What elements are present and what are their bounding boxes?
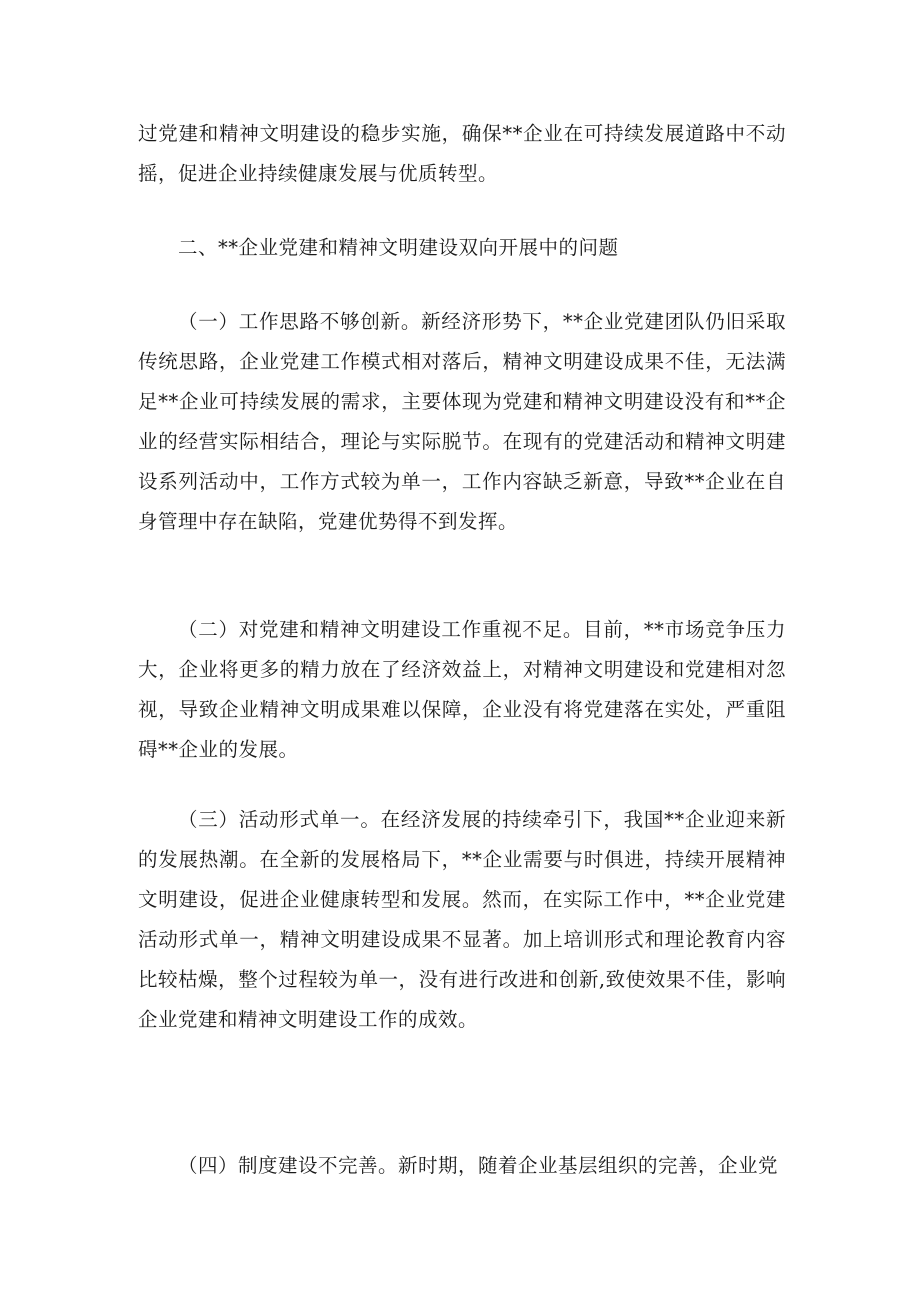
item-lead-4: （四）制度建设不完善。 [178, 1154, 399, 1177]
item-paragraph-2 [138, 610, 786, 770]
intro-paragraph: 过党建和精神文明建设的稳步实施，确保**企业在可持续发展道路中不动摇，促进企业持续健康发展与优质转型。 [138, 122, 786, 185]
item-lead-3: （三）活动形式单一。 [178, 808, 381, 831]
item-lead-2: （二）对党建和精神文明建设工作重视不足。 [178, 618, 584, 641]
item-paragraph-1 [138, 302, 786, 542]
item-lead-1: （一）工作思路不够创新。 [178, 310, 422, 333]
item-paragraph-3 [138, 800, 786, 1040]
item-paragraph-4 [138, 1146, 786, 1186]
item-body-1: 新经济形势下，**企业党建团队仍旧采取传统思路，企业党建工作模式相对落后，精神文明建设成果不佳，无法满足**企业可持续发展的需求，主要体现为党建和精神文明建设没有和**企业的经营实际相结合，理论与实际脱节。在现有的党建活动和精神文明建设系列活动中，工作方式较为单一，工作内容缺乏新意，导致**企业在自身管理中存在缺陷，党建优势得不到发挥。 [138, 310, 786, 533]
item-body-4: 新时期，随着企业基层组织的完善，企业党 [398, 1154, 779, 1177]
section-heading: 二、**企业党建和精神文明建设双向开展中的问题 [178, 236, 619, 259]
item-body-2: 目前，**市场竞争压力大，企业将更多的精力放在了经济效益上，对精神文明建设和党建相对忽视，导致企业精神文明成果难以保障，企业没有将党建落在实处，严重阻碍**企业的发展。 [138, 618, 786, 761]
item-body-3: 在经济发展的持续牵引下，我国**企业迎来新的发展热潮。在全新的发展格局下，**企业需要与时俱进，持续开展精神文明建设，促进企业健康转型和发展。然而，在实际工作中，**企业党建活动形式单一，精神文明建设成果不显著。加上培训形式和理论教育内容比较枯燥，整个过程较为单一，没有进行改进和创新,致使效果不佳，影响企业党建和精神文明建设工作的成效。 [138, 808, 786, 1031]
